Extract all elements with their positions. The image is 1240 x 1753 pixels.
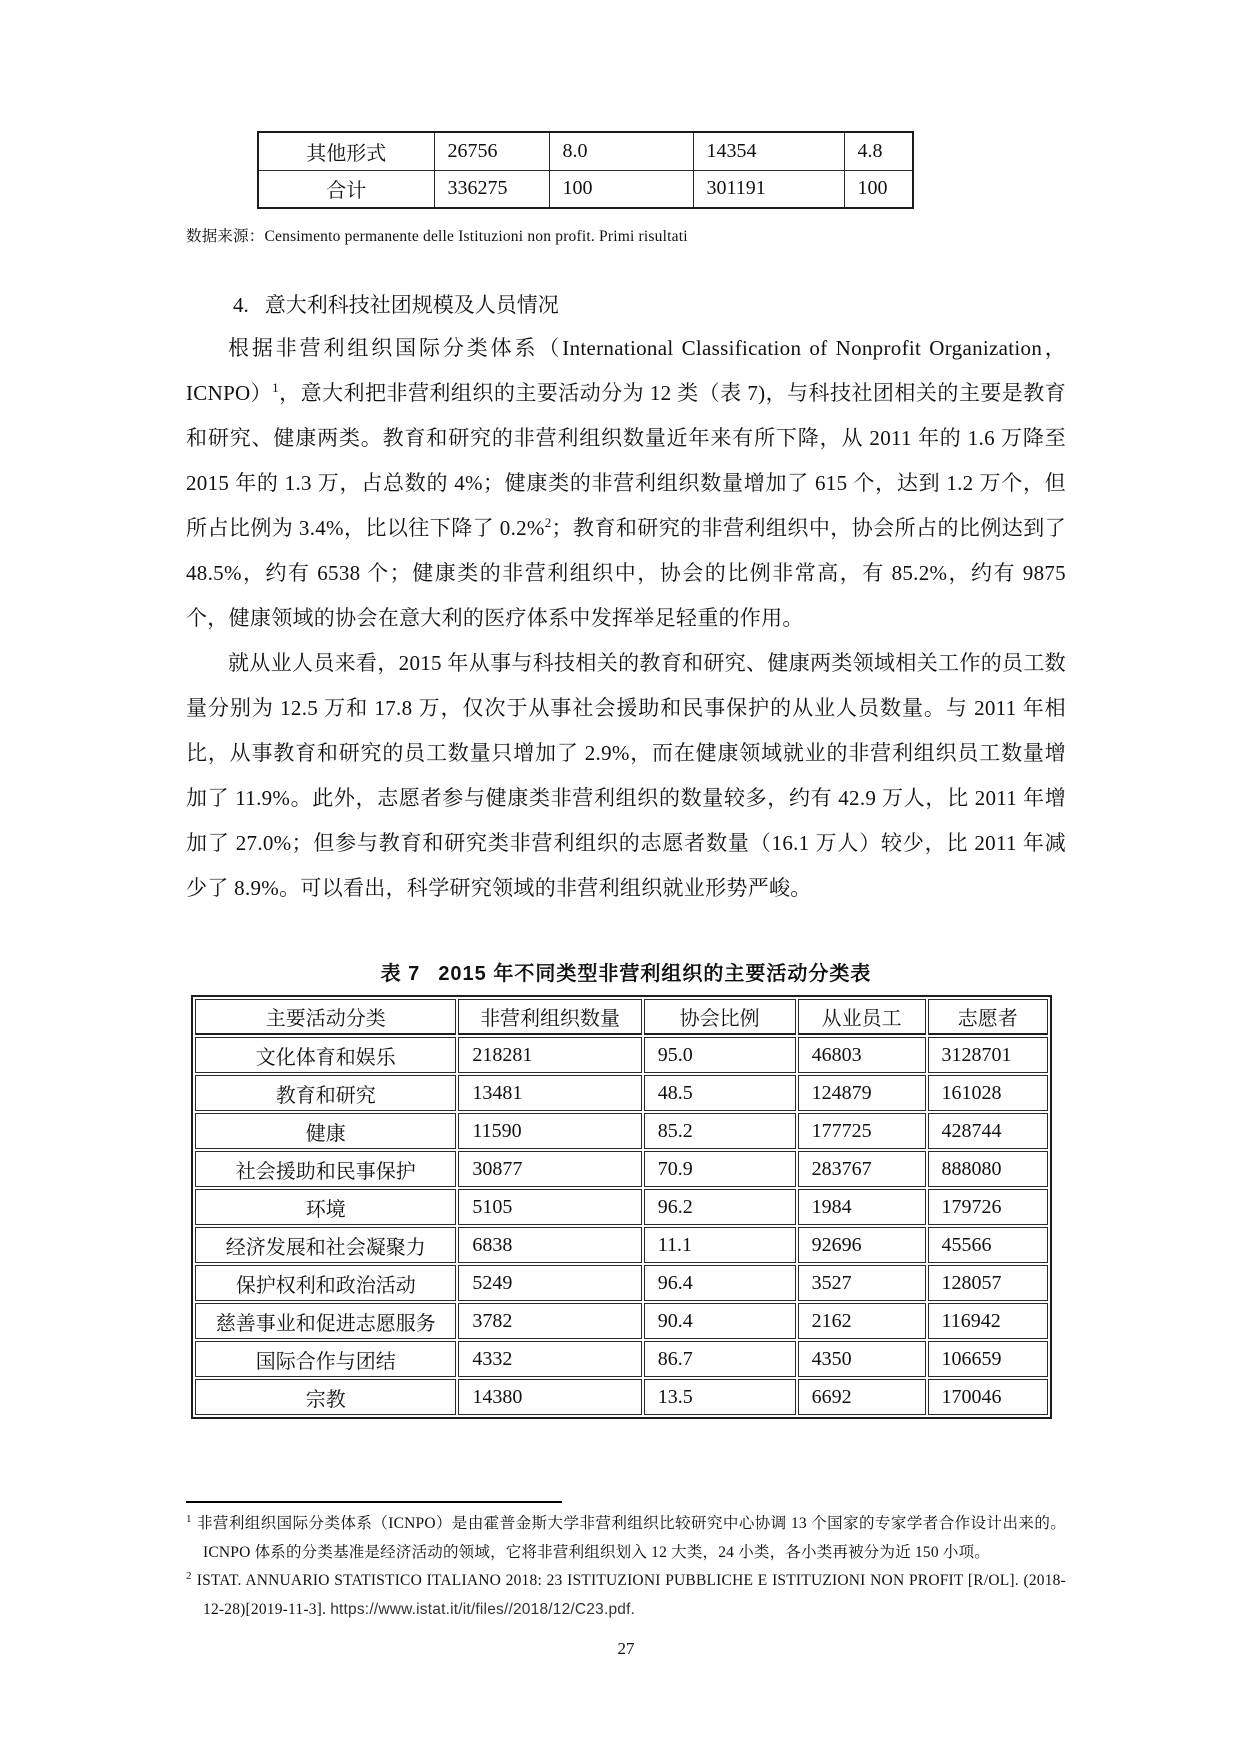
table-cell: 116942 [928,1303,1048,1339]
table7-container [191,995,1066,1419]
section-title: 意大利科技社团规模及人员情况 [264,293,559,317]
paragraph-1-text: ；教育和研究的非营利组织中，协会所占的比例达到了 48.5%，约有 6538 个；健康类的非营利组织中，协会的比例非常高，有 85.2%，约有 9875 个，健康领域的协会在意大利的医疗体系中发挥举足轻重的作用。 [186,516,1066,630]
table-row [258,132,913,170]
table-row [195,1265,1048,1301]
table-cell: 106659 [928,1341,1048,1377]
table-cell: 1984 [798,1189,926,1225]
table7-header-cell: 非营利组织数量 [458,999,641,1035]
table7-caption [186,957,1066,986]
table-cell: 4.8 [844,132,913,170]
table-cell: 3527 [798,1265,926,1301]
table-cell: 宗教 [195,1379,456,1415]
table-cell: 14354 [693,132,844,170]
footnote-ref-2: 2 [544,515,552,530]
table-cell: 45566 [928,1227,1048,1263]
table-cell: 46803 [798,1037,926,1073]
table-cell: 其他形式 [258,132,434,170]
table-cell: 177725 [798,1113,926,1149]
table-cell: 96.2 [644,1189,796,1225]
table-cell: 14380 [458,1379,641,1415]
table-cell: 6692 [798,1379,926,1415]
table-row [195,1227,1048,1263]
table-row [195,1075,1048,1111]
table-cell: 888080 [928,1151,1048,1187]
top-table-container [257,131,1066,209]
table-cell: 128057 [928,1265,1048,1301]
table-row [195,1113,1048,1149]
table-cell: 100 [844,170,913,208]
table-cell: 8.0 [549,132,693,170]
table-cell: 5249 [458,1265,641,1301]
table7-caption-prefix: 表 7 [380,963,421,985]
table-cell: 慈善事业和促进志愿服务 [195,1303,456,1339]
table-cell: 11590 [458,1113,641,1149]
table-cell: 92696 [798,1227,926,1263]
table7 [191,995,1052,1419]
table-cell: 经济发展和社会凝聚力 [195,1227,456,1263]
table-row [195,1189,1048,1225]
table-cell: 85.2 [644,1113,796,1149]
table-cell: 文化体育和娱乐 [195,1037,456,1073]
table-cell: 100 [549,170,693,208]
table-cell: 社会援助和民事保护 [195,1151,456,1187]
table-cell: 336275 [434,170,549,208]
table-cell: 26756 [434,132,549,170]
table7-header-cell: 协会比例 [644,999,796,1035]
footnote-divider [186,1501,562,1503]
footnotes [186,1510,1066,1624]
table-cell: 124879 [798,1075,926,1111]
table-cell: 70.9 [644,1151,796,1187]
table-row [195,1379,1048,1415]
table-cell: 48.5 [644,1075,796,1111]
paragraph-1 [186,326,1066,641]
section-heading [186,289,1066,319]
table-cell: 健康 [195,1113,456,1149]
paragraph-1-text: ，意大利把非营利组织的主要活动分为 12 类（表 7)，与科技社团相关的主要是教育和研究、健康两类。教育和研究的非营利组织数量近年来有所下降，从 2011 年的 1.6 万降至 2015 年的 1.3 万，占总数的 4%；健康类的非营利组织数量增加了 615 个，达到 1.2 万个，但所占比例为 3.4%，比以往下降了 0.2% [186,381,1066,540]
footnote-2 [186,1567,1066,1624]
paragraph-1-text: 根据非营利组织国际分类体系（International Classification of Nonprofit Organization，ICNPO） [186,336,1066,405]
table7-caption-title: 2015 年不同类型非营利组织的主要活动分类表 [438,963,872,985]
table-cell: 301191 [693,170,844,208]
table7-header-row [195,999,1048,1035]
table-row [195,1151,1048,1187]
table-cell: 13481 [458,1075,641,1111]
table-cell: 13.5 [644,1379,796,1415]
table-cell: 合计 [258,170,434,208]
table-cell: 11.1 [644,1227,796,1263]
table-row [195,1037,1048,1073]
footnote-2-url: https://www.istat.it/it/files//2018/12/C23.pdf. [330,1600,636,1618]
footnote-1-marker: 1 [186,1512,192,1525]
paragraph-2: 就从业人员来看，2015 年从事与科技相关的教育和研究、健康两类领域相关工作的员工数量分别为 12.5 万和 17.8 万，仅次于从事社会援助和民事保护的从业人员数量。与 2011 年相比，从事教育和研究的员工数量只增加了 2.9%，而在健康领域就业的非营利组织员工数量增加了 11.9%。此外，志愿者参与健康类非营利组织的数量较多，约有 42.9 万人，比 2011 年增加了 27.0%；但参与教育和研究类非营利组织的志愿者数量（16.1 万人）较少，比 2011 年减少了 8.9%。可以看出，科学研究领域的非营利组织就业形势严峻。 [186,651,1066,900]
footnote-2-text: ISTAT. ANNUARIO STATISTICO ITALIANO 2018: 23 ISTITUZIONI PUBBLICHE E ISTITUZIONI NON PROFIT [R/OL]. (2018-12-28)[2019-11-3]. [196,1572,1066,1618]
table-cell: 5105 [458,1189,641,1225]
table-cell: 218281 [458,1037,641,1073]
data-source-line: 数据来源：Censimento permanente delle Istituzioni non profit. Primi risultati [186,228,688,245]
table-cell: 283767 [798,1151,926,1187]
table-cell: 6838 [458,1227,641,1263]
section-number: 4. [233,293,249,317]
table-cell: 国际合作与团结 [195,1341,456,1377]
table-cell: 30877 [458,1151,641,1187]
table-row [195,1303,1048,1339]
table7-header-cell: 志愿者 [928,999,1048,1035]
table-row [258,170,913,208]
footnote-1 [186,1510,1066,1567]
table-cell: 4332 [458,1341,641,1377]
table-cell: 教育和研究 [195,1075,456,1111]
table-row [195,1341,1048,1377]
table-cell: 161028 [928,1075,1048,1111]
table-cell: 3128701 [928,1037,1048,1073]
footnote-ref-1: 1 [272,380,279,395]
footnote-2-marker: 2 [186,1569,192,1582]
table7-header-cell: 从业员工 [798,999,926,1035]
footnote-1-text: 非营利组织国际分类体系（ICNPO）是由霍普金斯大学非营利组织比较研究中心协调 13 个国家的专家学者合作设计出来的。ICNPO 体系的分类基准是经济活动的领域，它将非营利组织划入 12 大类，24 小类，各小类再被分为近 150 小项。 [196,1515,1066,1561]
table-cell: 86.7 [644,1341,796,1377]
table-cell: 2162 [798,1303,926,1339]
table-cell: 428744 [928,1113,1048,1149]
table-cell: 170046 [928,1379,1048,1415]
table-cell: 90.4 [644,1303,796,1339]
table-cell: 4350 [798,1341,926,1377]
table7-header-cell: 主要活动分类 [195,999,456,1035]
table-cell: 3782 [458,1303,641,1339]
top-table [257,131,914,209]
table-cell: 环境 [195,1189,456,1225]
table-cell: 95.0 [644,1037,796,1073]
table-cell: 96.4 [644,1265,796,1301]
table-cell: 保护权利和政治活动 [195,1265,456,1301]
page-number: 27 [617,1639,635,1658]
table-cell: 179726 [928,1189,1048,1225]
